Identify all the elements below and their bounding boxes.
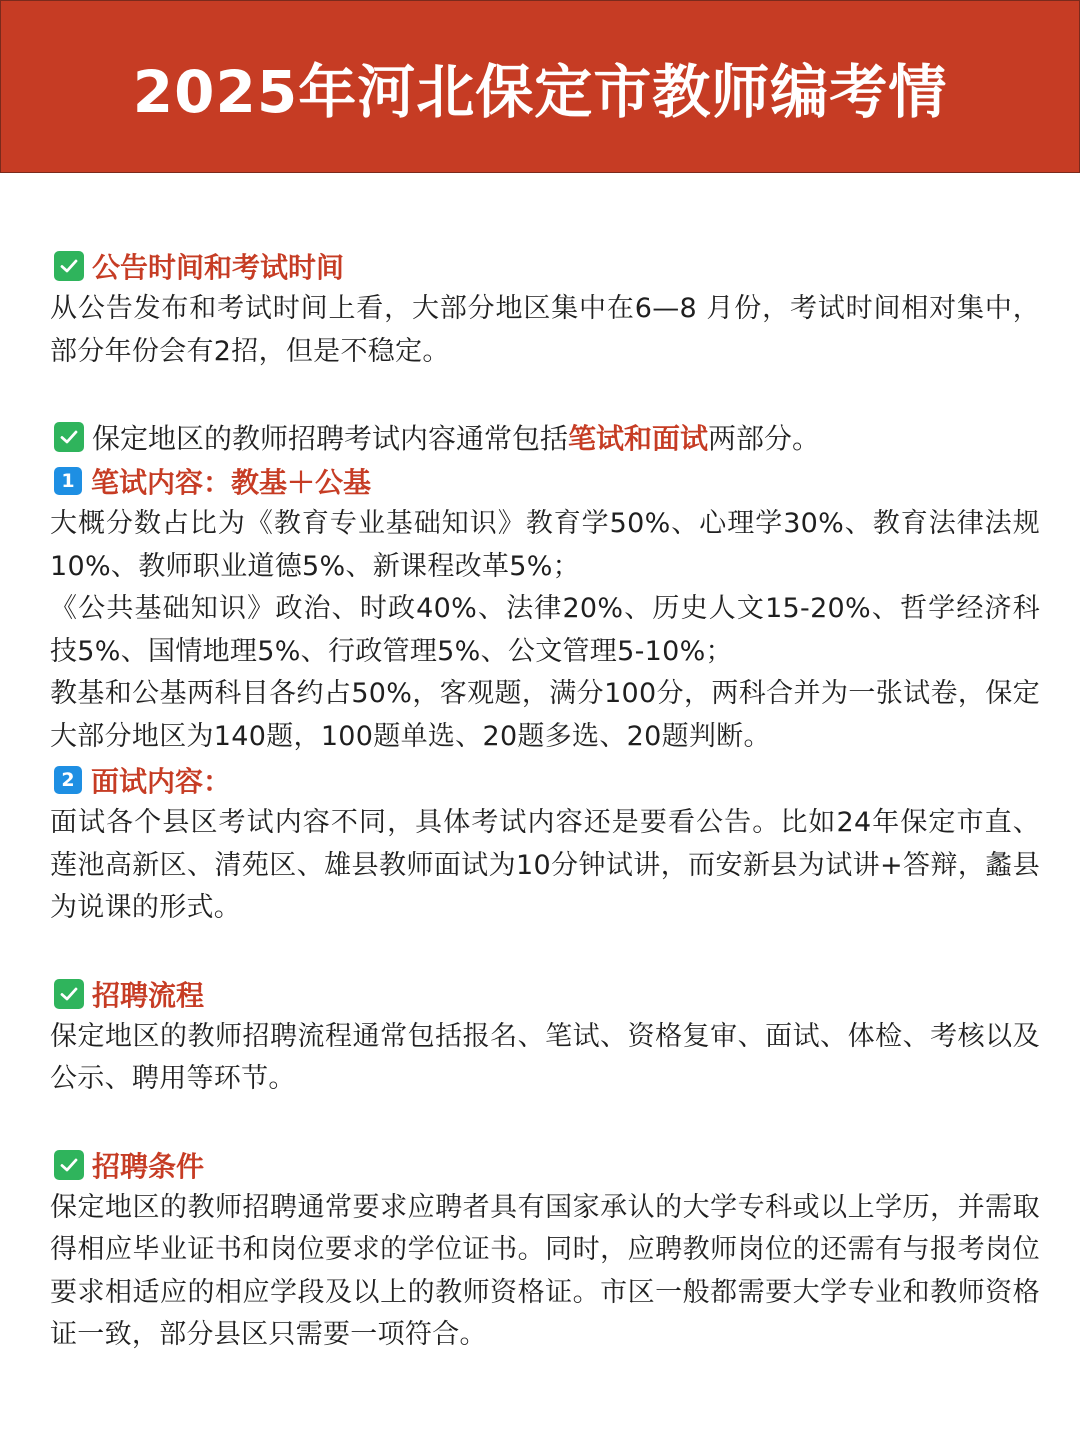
content-intro-highlight: 笔试和面试 <box>568 422 709 455</box>
check-icon <box>54 422 84 452</box>
content-intro-prefix: 保定地区的教师招聘考试内容通常包括 <box>92 422 569 455</box>
written-format-text: 教基和公基两科目各约占50%，客观题，满分100分，两科合并为一张试卷，保定大部分地区为140题，100题单选、20题多选、20题判断。 <box>50 678 1040 752</box>
section-heading-announcement <box>54 244 1040 288</box>
check-icon <box>54 1150 84 1180</box>
number-one-icon: 1 <box>54 467 82 495</box>
section-heading-label: 笔试内容：教基＋公基 <box>91 466 372 499</box>
check-icon <box>54 979 84 1009</box>
section-heading-written <box>54 459 1040 503</box>
content-intro-suffix: 两部分。 <box>708 422 821 455</box>
section-heading-interview <box>54 758 1040 802</box>
article-body <box>50 244 1040 1357</box>
process-text: 保定地区的教师招聘流程通常包括报名、笔试、资格复审、面试、体检、考核以及公示、聘用等环节。 <box>50 1020 1040 1094</box>
written-education-text: 大概分数占比为《教育专业基础知识》教育学50%、心理学30%、教育法律法规10%、教师职业道德5%、新课程改革5%； <box>50 508 1040 582</box>
conditions-text: 保定地区的教师招聘通常要求应聘者具有国家承认的大学专科或以上学历，并需取得相应毕业证书和岗位要求的学位证书。同时，应聘教师岗位的还需有与报考岗位要求相适应的相应学段及以上的教师资格证。市区一般都需要大学专业和教师资格证一致，部分县区只需要一项符合。 <box>50 1191 1040 1350</box>
section-heading-label: 招聘流程 <box>92 978 205 1012</box>
section-heading-process <box>54 972 1040 1016</box>
section-heading-label: 面试内容： <box>91 765 232 798</box>
interview-text: 面试各个县区考试内容不同，具体考试内容还是要看公告。比如24年保定市直、莲池高新区、清苑区、雄县教师面试为10分钟试讲，而安新县为试讲+答辩，蠡县为说课的形式。 <box>50 807 1040 923</box>
number-two-icon: 2 <box>54 766 82 794</box>
check-icon <box>54 251 84 281</box>
title-banner <box>0 0 1080 173</box>
section-heading-label: 招聘条件 <box>92 1149 205 1183</box>
page-title: 2025年河北保定市教师编考情 <box>132 57 948 126</box>
announcement-text: 从公告发布和考试时间上看，大部分地区集中在6—8 月份，考试时间相对集中，部分年份会有2招，但是不稳定。 <box>50 293 1040 367</box>
section-heading-conditions <box>54 1143 1040 1187</box>
content-intro <box>54 415 1040 459</box>
written-public-text: 《公共基础知识》政治、时政40%、法律20%、历史人文15-20%、哲学经济科技5%、国情地理5%、行政管理5%、公文管理5-10%； <box>50 593 1040 667</box>
section-heading-label: 公告时间和考试时间 <box>92 251 345 284</box>
